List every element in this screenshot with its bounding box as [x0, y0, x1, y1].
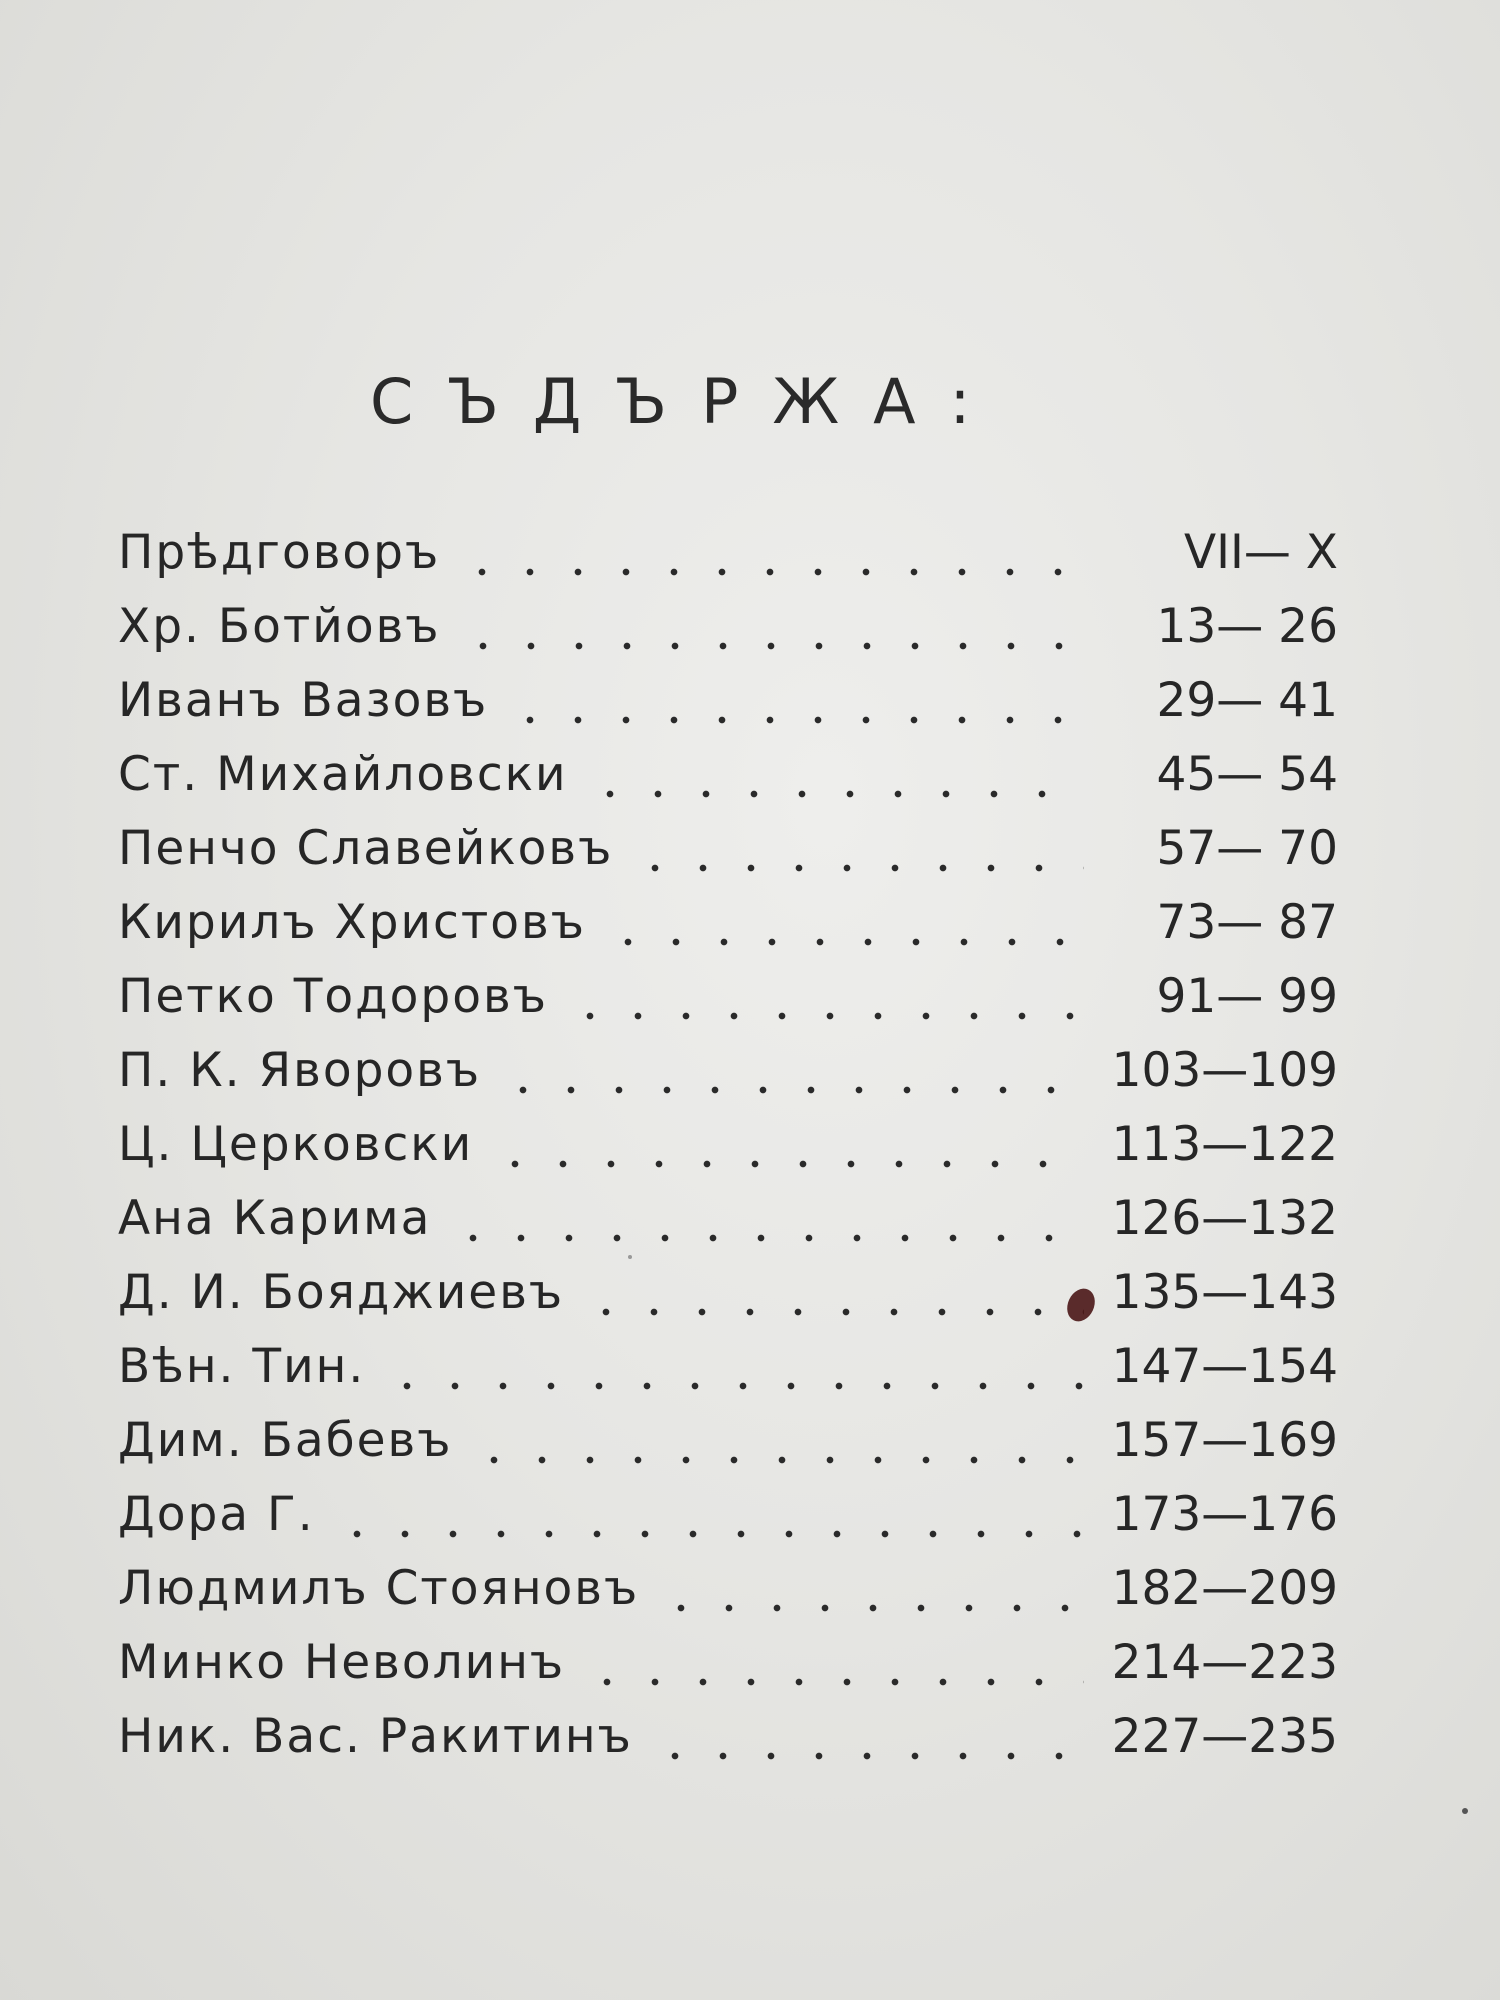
toc-entry — [118, 1117, 1338, 1191]
entry-pages: 126—132 — [1111, 1191, 1338, 1246]
entry-pages: VII— X — [1183, 525, 1338, 580]
entry-name: Вѣн. Тин. — [118, 1339, 366, 1394]
entry-name: Ст. Михайловски — [118, 747, 568, 802]
entry-name: Ц. Церковски — [118, 1117, 474, 1172]
entry-name: Д. И. Бояджиевъ — [118, 1265, 565, 1320]
entry-pages: 147—154 — [1111, 1339, 1338, 1394]
toc-entry — [118, 1339, 1338, 1413]
entry-name: Дора Г. — [118, 1487, 315, 1542]
dot-leader — [631, 863, 1084, 873]
dot-leader — [586, 789, 1084, 799]
entry-name: Дим. Бабевъ — [118, 1413, 453, 1468]
entry-name: Хр. Ботйовъ — [118, 599, 441, 654]
toc-entry — [118, 821, 1338, 895]
entry-name: Ник. Вас. Ракитинъ — [118, 1709, 633, 1764]
toc-entry — [118, 1487, 1338, 1561]
entry-pages: 227—235 — [1111, 1709, 1338, 1764]
toc-entry — [118, 1635, 1338, 1709]
entry-pages: 182—209 — [1111, 1561, 1338, 1616]
entry-name: Пенчо Славейковъ — [118, 821, 614, 876]
entry-name: Иванъ Вазовъ — [118, 673, 489, 728]
entry-name: Минко Неволинъ — [118, 1635, 566, 1690]
paper-speck — [628, 1255, 632, 1259]
entry-pages: 29— 41 — [1156, 673, 1338, 728]
toc-entry — [118, 673, 1338, 747]
entry-pages: 13— 26 — [1156, 599, 1338, 654]
toc-entry — [118, 1413, 1338, 1487]
dot-leader — [582, 1307, 1084, 1317]
entry-pages: 135—143 — [1111, 1265, 1338, 1320]
toc-entry — [118, 599, 1338, 673]
entry-name: Петко Тодоровъ — [118, 969, 548, 1024]
dot-leader — [566, 1011, 1084, 1021]
dot-leader — [458, 567, 1084, 577]
paper-speck — [1462, 1808, 1468, 1814]
entry-name: Кирилъ Христовъ — [118, 895, 586, 950]
entry-pages: 73— 87 — [1156, 895, 1338, 950]
toc-entry — [118, 1191, 1338, 1265]
entry-pages: 113—122 — [1111, 1117, 1338, 1172]
dot-leader — [657, 1603, 1084, 1613]
toc-entry — [118, 1043, 1338, 1117]
entry-name: Прѣдговоръ — [118, 525, 441, 580]
contents-heading: СЪДЪРЖА: — [370, 365, 1005, 438]
entry-pages: 214—223 — [1111, 1635, 1338, 1690]
entry-name: Ана Карима — [118, 1191, 432, 1246]
entry-pages: 173—176 — [1111, 1487, 1338, 1542]
toc-entry — [118, 969, 1338, 1043]
dot-leader — [470, 1455, 1084, 1465]
entry-pages: 57— 70 — [1156, 821, 1338, 876]
toc-entry — [118, 747, 1338, 821]
dot-leader — [449, 1233, 1084, 1243]
dot-leader — [459, 641, 1085, 651]
entry-pages: 157—169 — [1111, 1413, 1338, 1468]
entry-name: П. К. Яворовъ — [118, 1043, 482, 1098]
entry-pages: 45— 54 — [1156, 747, 1338, 802]
dot-leader — [651, 1751, 1084, 1761]
dot-leader — [333, 1529, 1084, 1539]
dot-leader — [499, 1085, 1084, 1095]
toc-entry — [118, 1265, 1338, 1339]
entry-pages: 91— 99 — [1156, 969, 1338, 1024]
table-of-contents — [118, 525, 1338, 1783]
toc-entry — [118, 1709, 1338, 1783]
dot-leader — [383, 1381, 1084, 1391]
dot-leader — [506, 715, 1084, 725]
dot-leader — [491, 1159, 1084, 1169]
entry-pages: 103—109 — [1111, 1043, 1338, 1098]
toc-entry — [118, 525, 1338, 599]
toc-entry — [118, 895, 1338, 969]
dot-leader — [583, 1677, 1084, 1687]
entry-name: Людмилъ Стояновъ — [118, 1561, 640, 1616]
toc-entry — [118, 1561, 1338, 1635]
dot-leader — [604, 937, 1084, 947]
